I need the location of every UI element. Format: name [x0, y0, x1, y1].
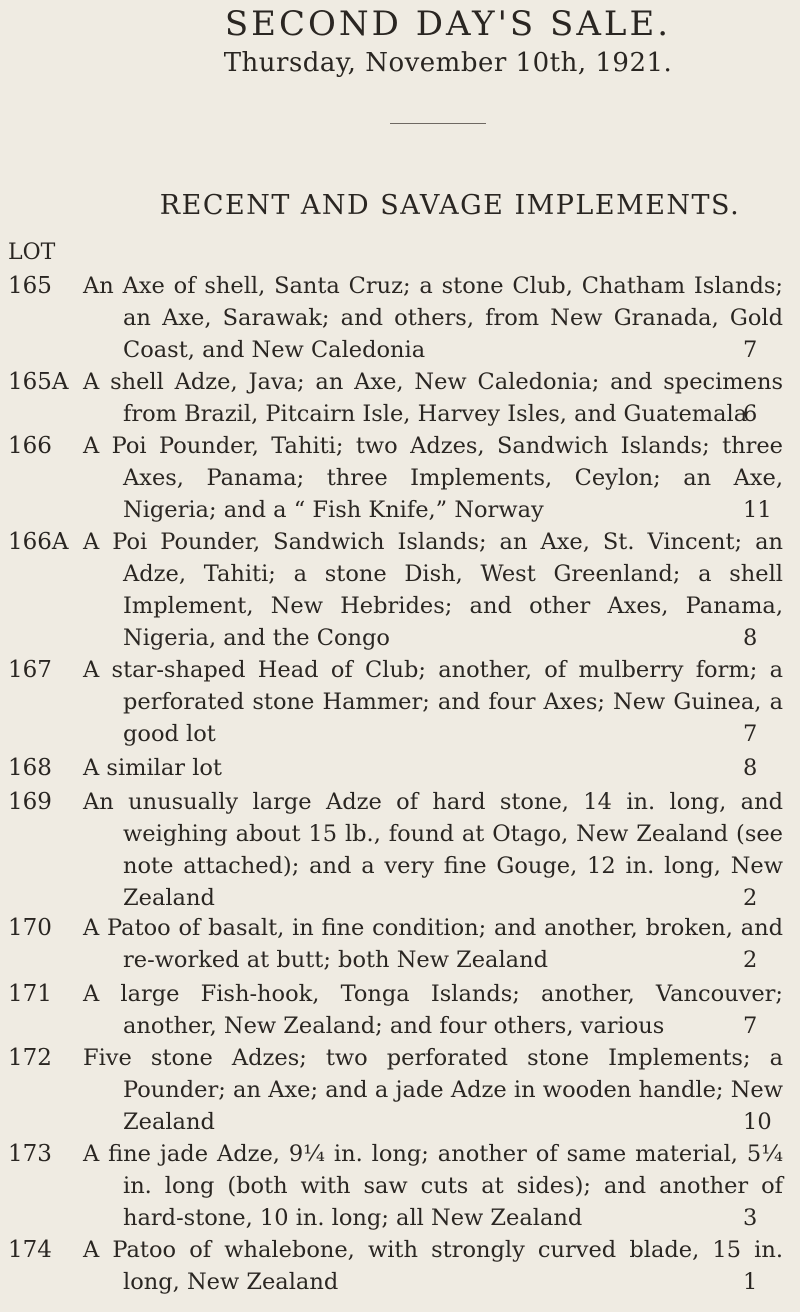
lot-number: 172 — [8, 1045, 52, 1071]
sale-title: SECOND DAY'S SALE. — [224, 4, 672, 44]
lot-text: A fine jade Adze, 9¼ in. long; another of same material, 5¼ in. long (both with saw cuts at sides); and another of hard-stone, 10 in. long; all New Zealand — [83, 1141, 783, 1231]
lot-description: A large Fish-hook, Tonga Islands; another, Vancouver; another, New Zealand; and four others, various 7 — [83, 981, 783, 1039]
lot-description: A Poi Pounder, Sandwich Islands; an Axe, St. Vincent; an Adze, Tahiti; a stone Dish, West Greenland; a shell Implement, New Hebrides; and other Axes, Panama, Nigeria, and the Congo 8 — [83, 529, 783, 651]
lot-description: A Patoo of basalt, in fine condition; and another, broken, and re-worked at butt; both New Zealand 2 — [83, 915, 783, 973]
lot-column-label: LOT — [8, 240, 56, 265]
lot-description: A similar lot 8 — [83, 755, 758, 781]
lot-description: An Axe of shell, Santa Cruz; a stone Club, Chatham Islands; an Axe, Sarawak; and others, from New Granada, Gold Coast, and New Caledonia 7 — [83, 273, 783, 363]
lot-text: A Patoo of whalebone, with strongly curved blade, 15 in. long, New Zealand — [83, 1237, 783, 1295]
lot-text: A Poi Pounder, Tahiti; two Adzes, Sandwich Islands; three Axes, Panama; three Implements, Ceylon; an Axe, Nigeria; and a “ Fish Knife,” Norway — [83, 433, 783, 523]
lot-description: A fine jade Adze, 9¼ in. long; another of same material, 5¼ in. long (both with saw cuts at sides); and another of hard-stone, 10 in. long; all New Zealand 3 — [83, 1141, 783, 1231]
lot-number: 170 — [8, 915, 52, 941]
lot-number: 165A — [8, 369, 69, 395]
lot-text: A Poi Pounder, Sandwich Islands; an Axe, St. Vincent; an Adze, Tahiti; a stone Dish, West Greenland; a shell Implement, New Hebrides; and other Axes, Panama, Nigeria, and the Congo — [83, 529, 783, 651]
divider-rule — [390, 123, 486, 124]
lot-number: 167 — [8, 657, 52, 683]
lot-description: Five stone Adzes; two perforated stone Implements; a Pounder; an Axe; and a jade Adze in wooden handle; New Zealand 10 — [83, 1045, 783, 1135]
lot-text: A large Fish-hook, Tonga Islands; another, Vancouver; another, New Zealand; and four others, various — [83, 981, 783, 1039]
lot-number: 173 — [8, 1141, 52, 1167]
sale-date: Thursday, November 10th, 1921. — [223, 48, 673, 78]
lot-text: An Axe of shell, Santa Cruz; a stone Club, Chatham Islands; an Axe, Sarawak; and others, from New Granada, Gold Coast, and New Caledonia — [83, 273, 783, 363]
lot-description: A Poi Pounder, Tahiti; two Adzes, Sandwich Islands; three Axes, Panama; three Implements, Ceylon; an Axe, Nigeria; and a “ Fish Knife,” Norway 11 — [83, 433, 783, 523]
lot-number: 165 — [8, 273, 52, 299]
lot-text: A star-shaped Head of Club; another, of mulberry form; a perforated stone Hammer; and four Axes; New Guinea, a good lot — [83, 657, 783, 747]
lot-number: 168 — [8, 755, 52, 781]
lot-description: An unusually large Adze of hard stone, 14 in. long, and weighing about 15 lb., found at Otago, New Zealand (see note attached); and a very fine Gouge, 12 in. long, New Zealand 2 — [83, 789, 783, 911]
lot-text: A Patoo of basalt, in fine condition; and another, broken, and re-worked at butt; both New Zealand — [83, 915, 783, 973]
lot-text: An unusually large Adze of hard stone, 14 in. long, and weighing about 15 lb., found at Otago, New Zealand (see note attached); and a very fine Gouge, 12 in. long, New Zealand — [83, 789, 783, 911]
lot-number: 169 — [8, 789, 52, 815]
lot-number: 166A — [8, 529, 69, 555]
lot-description: A Patoo of whalebone, with strongly curved blade, 15 in. long, New Zealand 1 — [83, 1237, 783, 1295]
lot-number: 166 — [8, 433, 52, 459]
lot-description: A shell Adze, Java; an Axe, New Caledonia; and specimens from Brazil, Pitcairn Isle, Harvey Isles, and Guatemala 6 — [83, 369, 783, 427]
lot-number: 171 — [8, 981, 52, 1007]
section-heading: RECENT AND SAVAGE IMPLEMENTS. — [159, 190, 741, 221]
lot-text: A similar lot — [83, 755, 222, 781]
lot-description: A star-shaped Head of Club; another, of mulberry form; a perforated stone Hammer; and four Axes; New Guinea, a good lot 7 — [83, 657, 783, 747]
lot-text: A shell Adze, Java; an Axe, New Caledonia; and specimens from Brazil, Pitcairn Isle, Harvey Isles, and Guatemala — [83, 369, 783, 427]
lot-text: Five stone Adzes; two perforated stone Implements; a Pounder; an Axe; and a jade Adze in wooden handle; New Zealand — [83, 1045, 783, 1135]
lot-number: 174 — [8, 1237, 52, 1263]
